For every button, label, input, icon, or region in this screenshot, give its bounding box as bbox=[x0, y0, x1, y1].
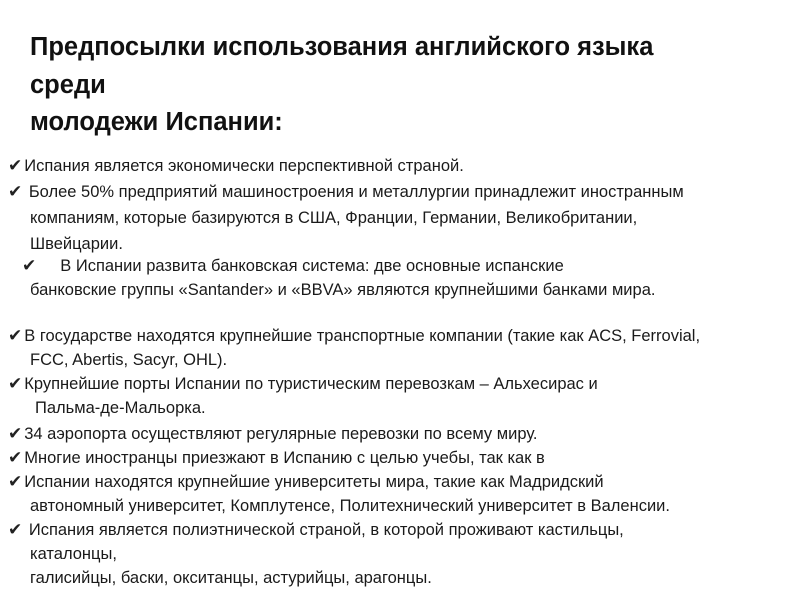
bullet-text: Крупнейшие порты Испании по туристическим перевозкам – Альхесирас и bbox=[24, 375, 598, 393]
bullet-continuation: банковские группы «Santander» и «BBVA» являются крупнейшими банками мира. bbox=[30, 281, 656, 299]
bullet-text: Испания является экономически перспективной страной. bbox=[24, 157, 464, 175]
bullet-item-economy bbox=[8, 155, 464, 178]
check-mark-icon: ✔ bbox=[8, 520, 23, 540]
check-mark-icon: ✔ bbox=[22, 256, 37, 276]
bullet-continuation: Пальма-де-Мальорка. bbox=[35, 399, 206, 417]
bullet-item-study bbox=[8, 447, 545, 470]
check-mark-icon: ✔ bbox=[8, 448, 23, 468]
bullet-text: 34 аэропорта осуществляют регулярные перевозки по всему миру. bbox=[24, 425, 538, 443]
title-line: молодежи Испании: bbox=[30, 108, 283, 136]
bullet-item-ethnic bbox=[8, 519, 624, 542]
bullet-text: В Испании развита банковская система: две основные испанские bbox=[60, 257, 564, 275]
check-mark-icon: ✔ bbox=[8, 374, 23, 394]
bullet-item-foreign-enterprises bbox=[8, 181, 684, 204]
bullet-continuation: компаниям, которые базируются в США, Франции, Германии, Великобритании, bbox=[30, 209, 638, 227]
bullet-continuation: автономный университет, Комплутенсе, Политехнический университет в Валенсии. bbox=[30, 497, 670, 515]
bullet-continuation: Швейцарии. bbox=[30, 235, 123, 253]
title-line: Предпосылки использования английского языка bbox=[30, 33, 654, 61]
bullet-text: В государстве находятся крупнейшие транспортные компании (такие как ACS, Ferrovial, bbox=[24, 327, 701, 345]
bullet-continuation: галисийцы, баски, окситанцы, астурийцы, арагонцы. bbox=[30, 569, 432, 587]
check-mark-icon: ✔ bbox=[8, 156, 23, 176]
bullet-list bbox=[0, 155, 800, 600]
bullet-item-airports bbox=[8, 423, 538, 446]
bullet-text: Испания является полиэтнической страной, в которой проживают кастильцы, bbox=[24, 521, 624, 539]
bullet-continuation: каталонцы, bbox=[30, 545, 117, 563]
bullet-text: Испании находятся крупнейшие университеты мира, такие как Мадридский bbox=[24, 473, 604, 491]
check-mark-icon: ✔ bbox=[8, 182, 23, 202]
bullet-item-universities bbox=[8, 471, 604, 494]
bullet-item-banking bbox=[22, 255, 564, 278]
title-line: среди bbox=[30, 70, 106, 99]
bullet-item-ports bbox=[8, 373, 598, 396]
check-mark-icon: ✔ bbox=[8, 472, 23, 492]
check-mark-icon: ✔ bbox=[8, 424, 23, 444]
bullet-text: Многие иностранцы приезжают в Испанию с целью учебы, так как в bbox=[24, 449, 545, 467]
bullet-continuation: FCC, Abertis, Sacyr, OHL). bbox=[30, 351, 228, 369]
check-mark-icon: ✔ bbox=[8, 326, 23, 346]
slide-title bbox=[30, 29, 790, 142]
bullet-text: Более 50% предприятий машиностроения и металлургии принадлежит иностранным bbox=[24, 183, 684, 201]
bullet-item-transport bbox=[8, 325, 700, 348]
